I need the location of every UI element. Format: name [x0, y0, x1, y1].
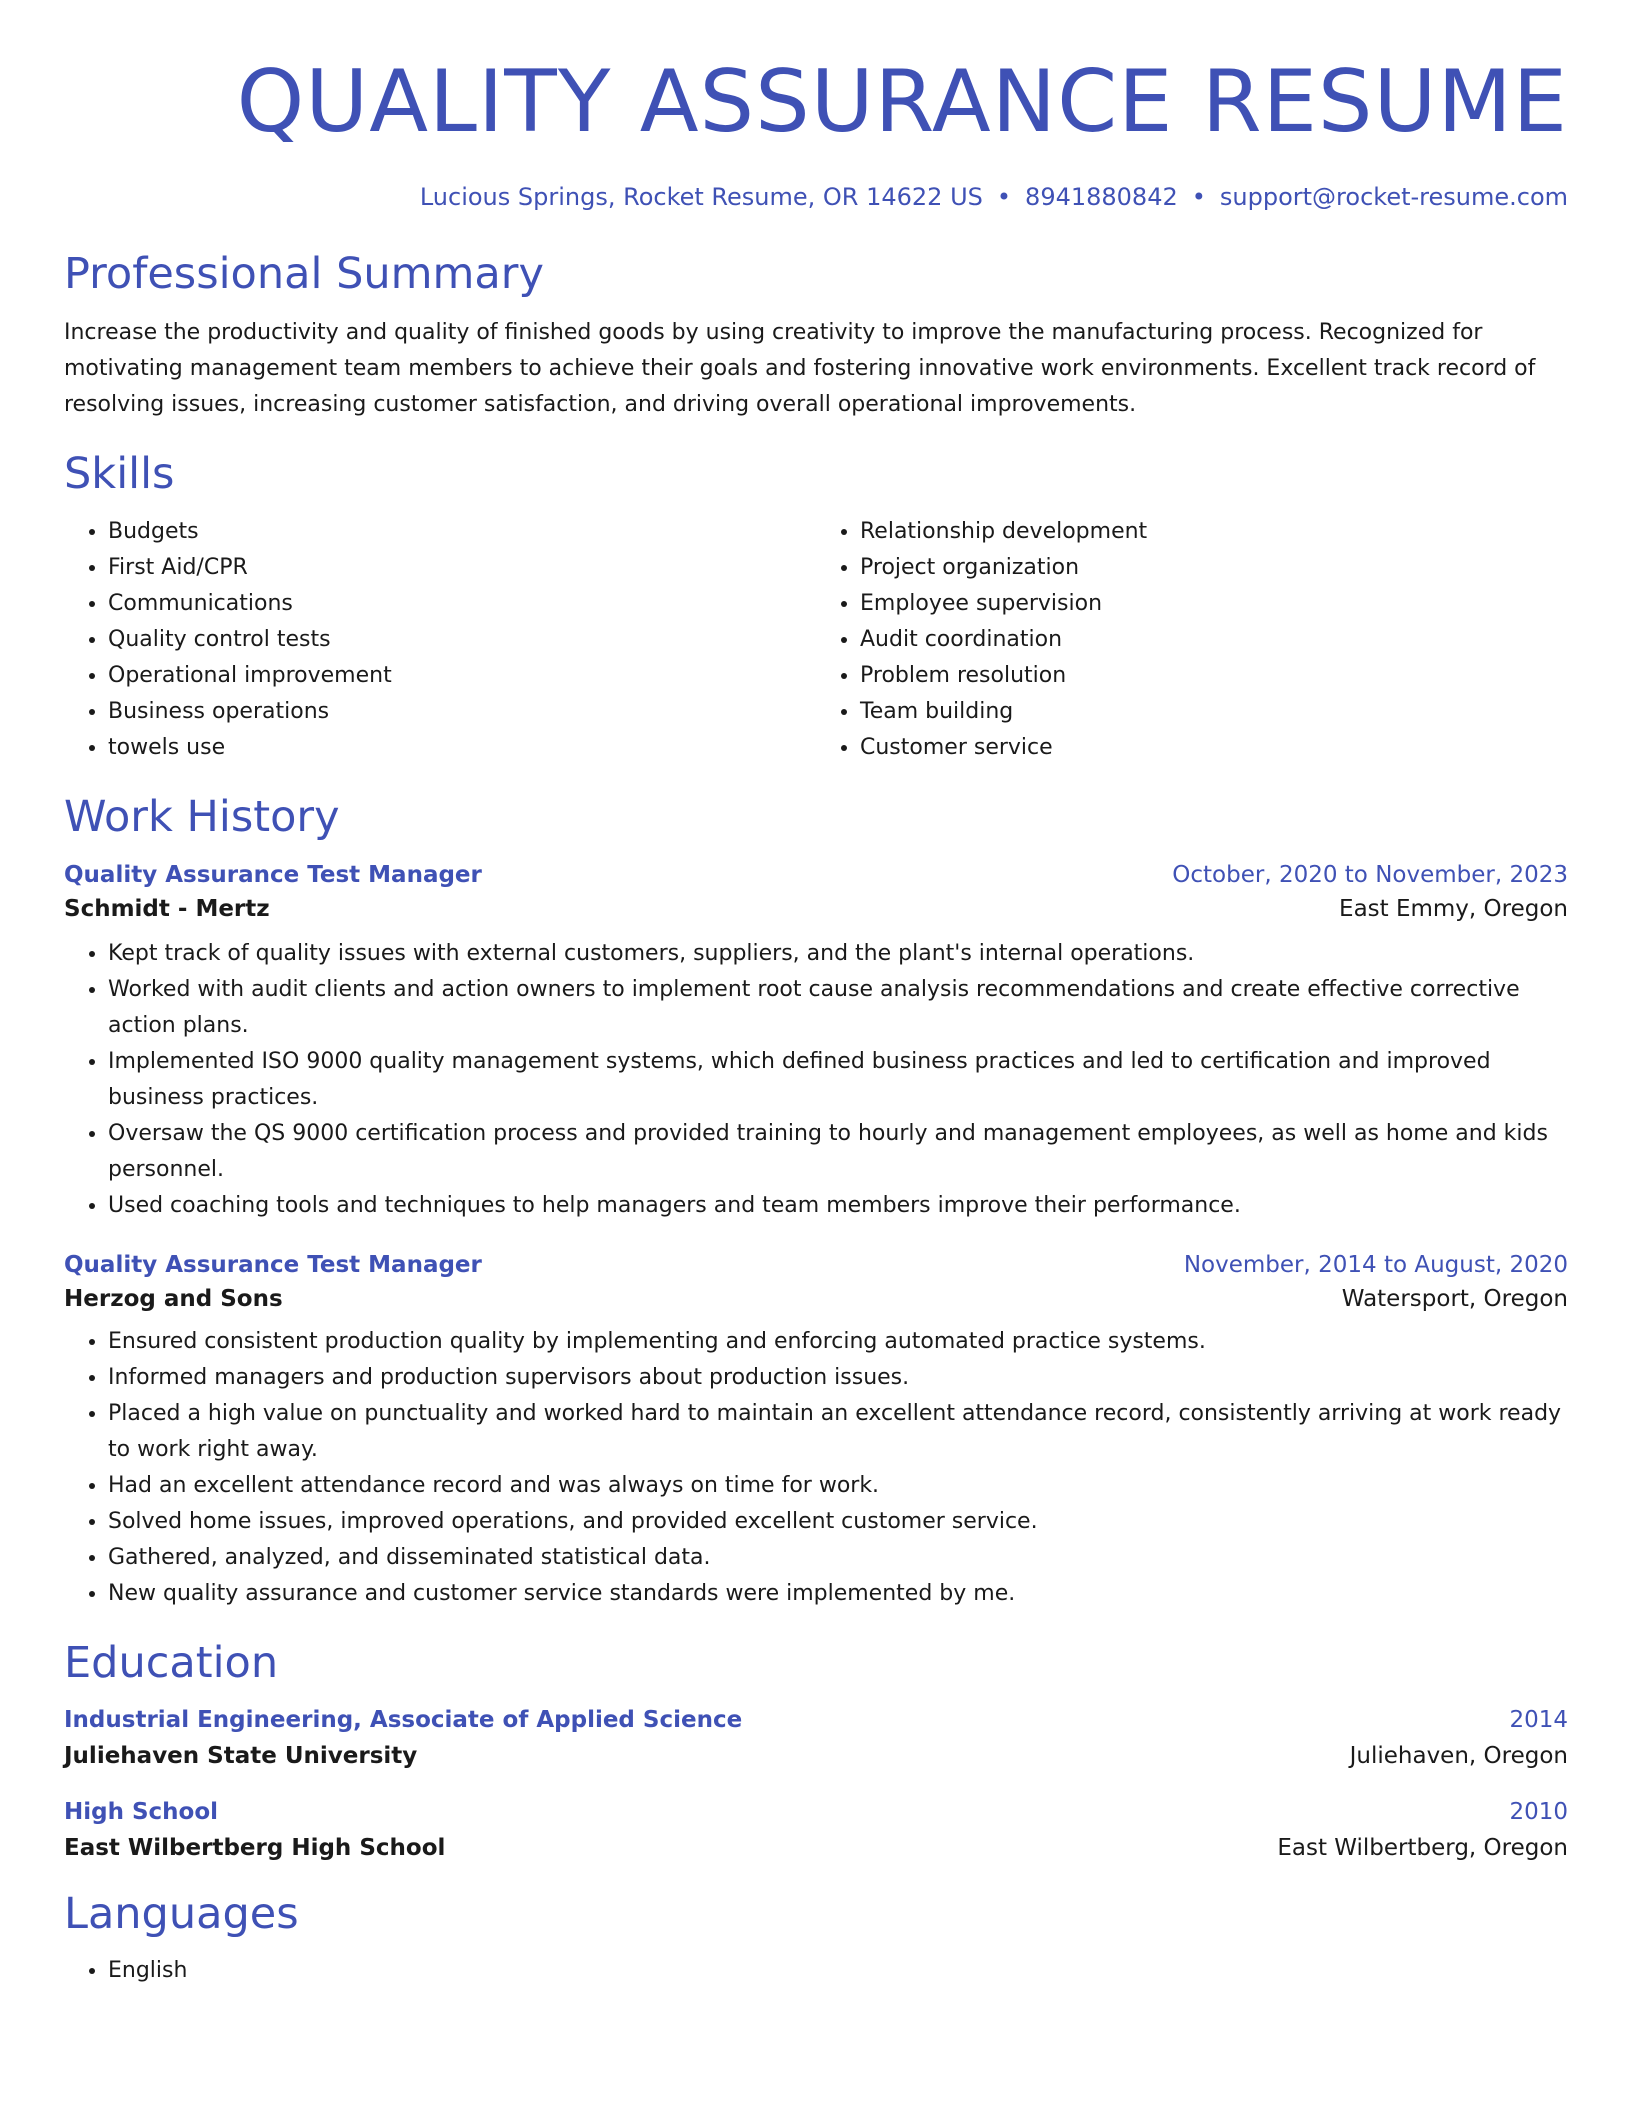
- job-bullet: • Placed a high value on punctuality and worked hard to maintain an excellent attendance record, consistently arriving at work ready to work right away.: [108, 1396, 1568, 1468]
- education-entry: [64, 1707, 1568, 1769]
- skill-item: • Operational improvement: [108, 658, 816, 694]
- education-section: [64, 1638, 1568, 1862]
- job-bullet: • Ensured consistent production quality by implementing and enforcing automated practice systems.: [108, 1324, 1568, 1360]
- job-bullet: • Implemented ISO 9000 quality management systems, which defined business practices and led to certification and improved business practices.: [108, 1044, 1568, 1116]
- job-bullet: • Kept track of quality issues with external customers, suppliers, and the plant's internal operations.: [108, 936, 1568, 972]
- skill-item: • First Aid/CPR: [108, 550, 816, 586]
- education-school: East Wilbertberg High School: [64, 1835, 446, 1862]
- skill-item: • Employee supervision: [860, 586, 1568, 622]
- education-degree-row: [64, 1707, 1568, 1733]
- job-location: East Emmy, Oregon: [1339, 895, 1568, 922]
- summary-heading: Professional Summary: [64, 249, 544, 299]
- skill-item: • towels use: [108, 730, 816, 766]
- skills-heading: Skills: [64, 448, 175, 499]
- skill-item: • Budgets: [108, 514, 816, 550]
- education-degree: High School: [64, 1799, 219, 1826]
- skill-item: • Audit coordination: [860, 622, 1568, 658]
- skill-item: • Communications: [108, 586, 816, 622]
- job-company-row: [64, 896, 1568, 922]
- education-heading: Education: [64, 1637, 279, 1688]
- job-bullet: • Worked with audit clients and action owners to implement root cause analysis recommendations and create effective corrective action plans.: [108, 972, 1568, 1044]
- job-bullet: • Gathered, analyzed, and disseminated statistical data.: [108, 1540, 1568, 1576]
- job-company: Schmidt - Mertz: [64, 895, 270, 922]
- skills-list-right: [816, 514, 1568, 766]
- contact-phone: 8941880842: [1025, 183, 1178, 211]
- education-school: Juliehaven State University: [64, 1743, 418, 1770]
- work-history-heading: Work History: [64, 792, 340, 843]
- job-bullet: • Solved home issues, improved operations, and provided excellent customer service.: [108, 1504, 1568, 1540]
- summary-text: Increase the productivity and quality of finished goods by using creativity to improve the manufacturing process. Recognized for motivating management team members to achieve their goals and fostering innovative work environments. Excellent track record of resolving issues, increasing customer satisfaction, and driving overall operational improvements.: [64, 319, 1536, 417]
- contact-separator: •: [996, 183, 1012, 211]
- job-location: Watersport, Oregon: [1341, 1285, 1568, 1312]
- skill-item: • Customer service: [860, 730, 1568, 766]
- job-company: Herzog and Sons: [64, 1285, 283, 1312]
- skills-columns: [64, 514, 1568, 766]
- education-location: East Wilbertberg, Oregon: [1277, 1835, 1568, 1862]
- resume-title: QUALITY ASSURANCE RESUME: [236, 52, 1568, 152]
- job-bullets: [64, 936, 1568, 1224]
- job-title: Quality Assurance Test Manager: [64, 1251, 482, 1278]
- languages-list: [64, 1953, 1568, 1989]
- job-bullet: • Used coaching tools and techniques to help managers and team members improve their performance.: [108, 1188, 1568, 1224]
- education-year: 2014: [1509, 1707, 1568, 1734]
- job-entry: [64, 1252, 1568, 1612]
- work-history-section: [64, 792, 1568, 1612]
- education-entry: [64, 1799, 1568, 1861]
- language-item: • English: [108, 1953, 1568, 1989]
- job-bullet: • Informed managers and production supervisors about production issues.: [108, 1360, 1568, 1396]
- job-company-row: [64, 1286, 1568, 1312]
- contact-address: Lucious Springs, Rocket Resume, OR 14622 US: [419, 183, 983, 211]
- skill-item: • Team building: [860, 694, 1568, 730]
- summary-section: [64, 249, 1568, 423]
- job-header-row: [64, 862, 1568, 888]
- skill-item: • Business operations: [108, 694, 816, 730]
- job-bullet: • New quality assurance and customer service standards were implemented by me.: [108, 1576, 1568, 1612]
- job-bullets: [64, 1324, 1568, 1612]
- skill-item: • Problem resolution: [860, 658, 1568, 694]
- skills-section: [64, 449, 1568, 767]
- education-degree: Industrial Engineering, Associate of Applied Science: [64, 1707, 743, 1734]
- job-title: Quality Assurance Test Manager: [64, 861, 482, 888]
- education-school-row: [64, 1835, 1568, 1861]
- contact-line: [64, 183, 1568, 211]
- skill-item: • Quality control tests: [108, 622, 816, 658]
- job-dates: November, 2014 to August, 2020: [1183, 1251, 1568, 1278]
- skill-item: • Relationship development: [860, 514, 1568, 550]
- contact-email: support@rocket-resume.com: [1219, 183, 1568, 211]
- skill-item: • Project organization: [860, 550, 1568, 586]
- job-dates: October, 2020 to November, 2023: [1172, 861, 1568, 888]
- job-bullet: • Oversaw the QS 9000 certification process and provided training to hourly and management employees, as well as home and kids personnel.: [108, 1116, 1568, 1188]
- skills-list-left: [64, 514, 816, 766]
- education-location: Juliehaven, Oregon: [1349, 1743, 1568, 1770]
- languages-section: [64, 1889, 1568, 1989]
- job-bullet: • Had an excellent attendance record and was always on time for work.: [108, 1468, 1568, 1504]
- job-header-row: [64, 1252, 1568, 1278]
- contact-separator: •: [1191, 183, 1206, 211]
- education-year: 2010: [1509, 1799, 1568, 1826]
- languages-heading: Languages: [64, 1889, 299, 1940]
- job-entry: [64, 862, 1568, 1224]
- education-degree-row: [64, 1799, 1568, 1825]
- education-school-row: [64, 1743, 1568, 1769]
